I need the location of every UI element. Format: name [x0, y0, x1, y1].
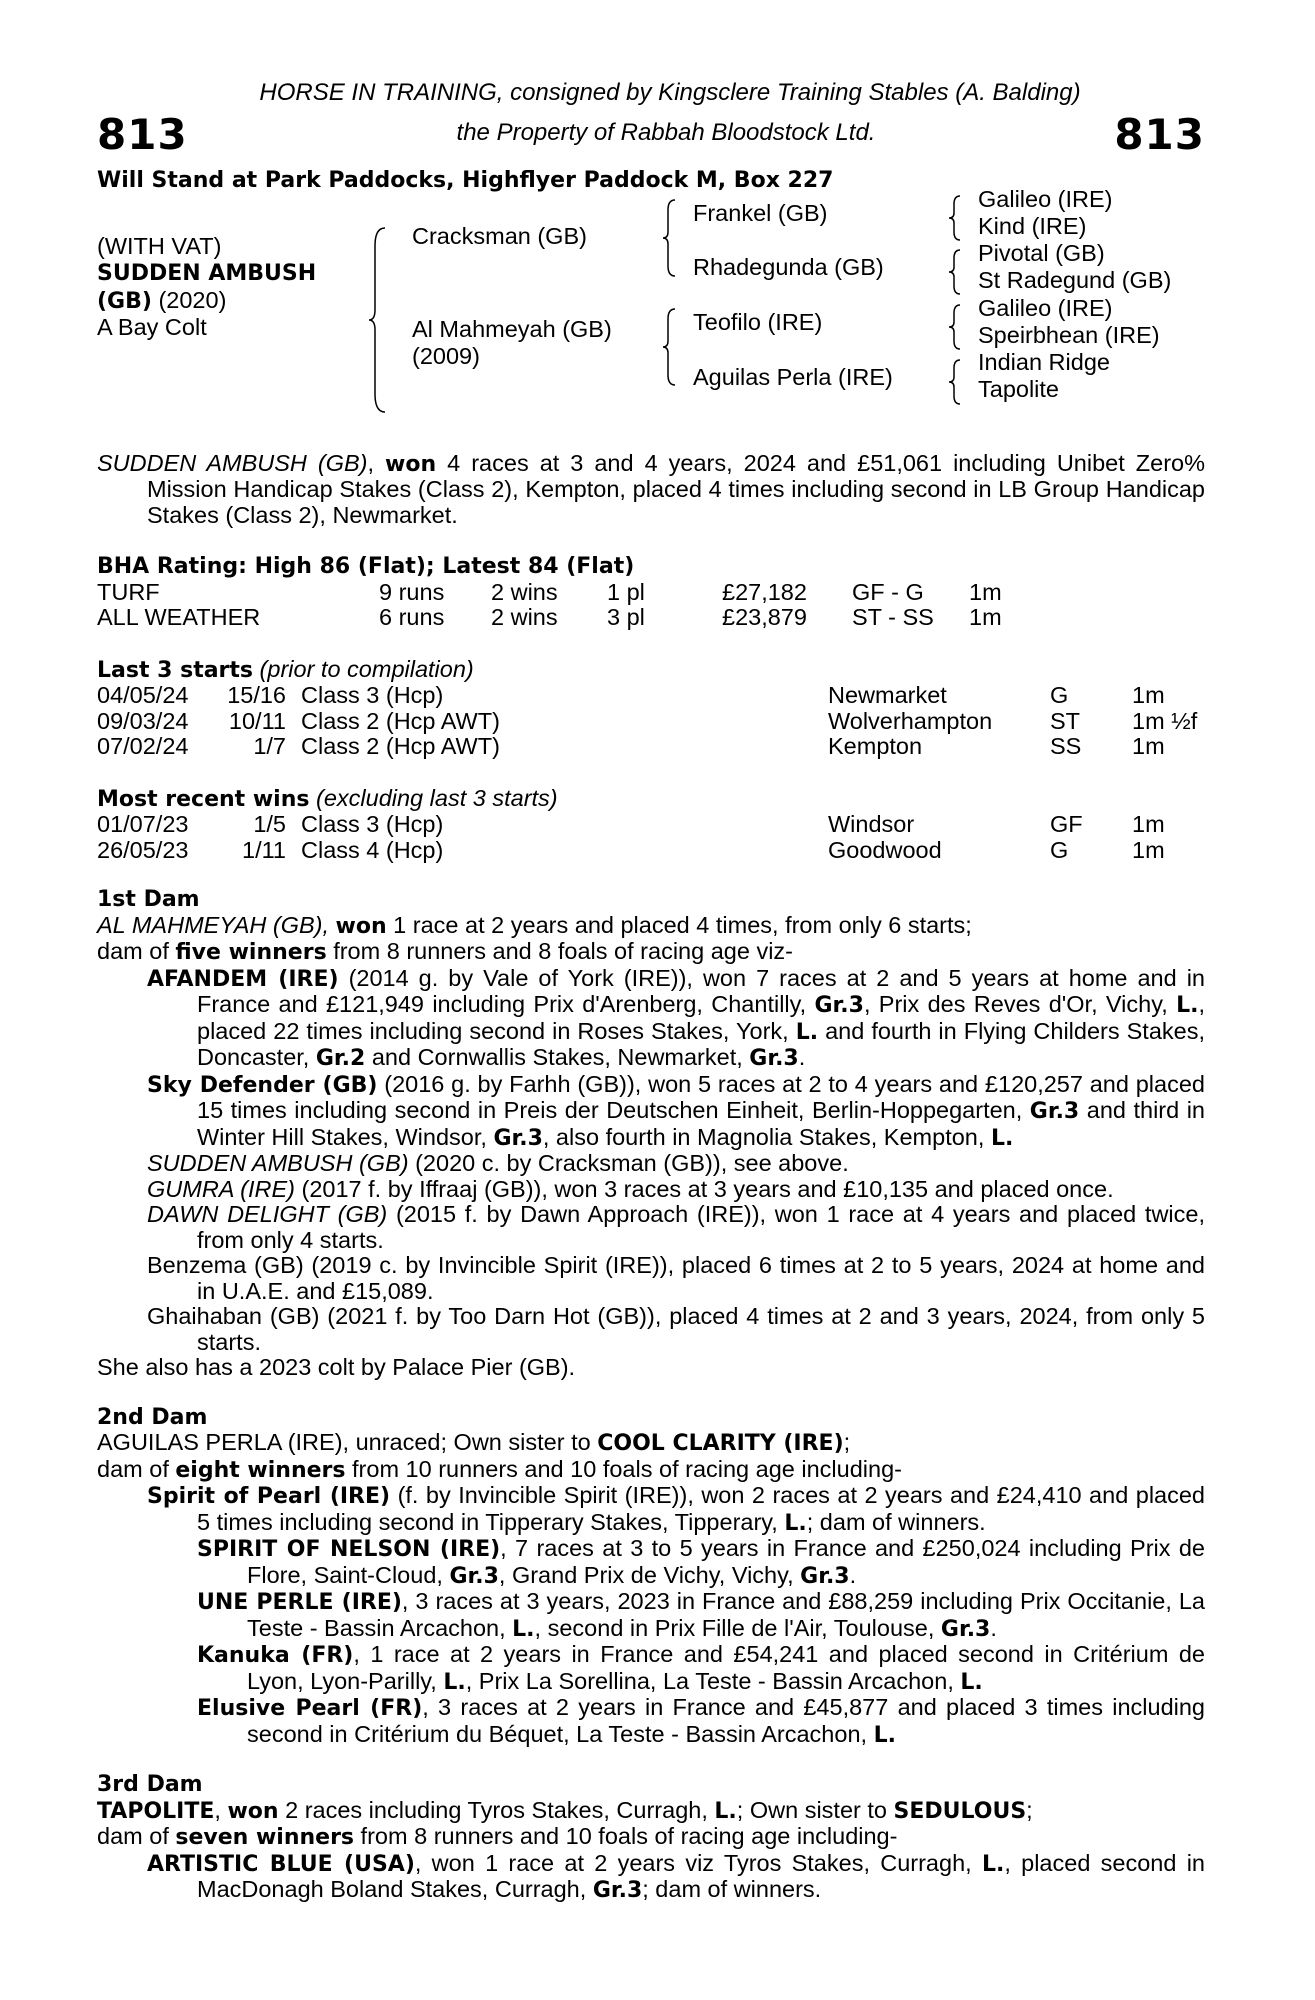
dam-sire-sire: Galileo (IRE)	[978, 294, 1113, 321]
produce-name: Kanuka (FR)	[197, 1643, 354, 1668]
rating-section	[97, 554, 1205, 631]
text: ,	[214, 1796, 228, 1823]
produce-entry	[97, 1642, 1205, 1695]
recent-wins-title: Most recent wins	[97, 786, 310, 812]
section-title: 1st Dam	[97, 887, 200, 912]
produce-entry: Benzema (GB) (2019 c. by Invincible Spirit (IRE)), placed 6 times at 2 to 5 years, 2024 at home and in U.A.E. and £15,089.	[147, 1252, 1205, 1304]
table-cell: 1/11	[242, 836, 286, 863]
rating-title: BHA Rating: High 86 (Flat); Latest 84 (Flat)	[97, 554, 635, 579]
text: and fourth in Flying Childers Stakes, Doncaster,	[197, 1017, 1205, 1070]
dam-sire-dam: Speirbhean (IRE)	[978, 321, 1160, 348]
summary-horse-name: SUDDEN AMBUSH (GB)	[97, 449, 368, 476]
winners-count: five winners	[175, 940, 327, 965]
dam-produce-line	[97, 939, 1205, 966]
text: and third in Winter Hill Stakes, Windsor,	[197, 1097, 1205, 1150]
table-cell: 1 pl	[607, 578, 645, 605]
produce-name: SPIRIT OF NELSON (IRE)	[197, 1537, 501, 1562]
text: , won 1 race at 2 years viz Tyros Stakes, Curragh,	[414, 1849, 982, 1876]
table-cell: 07/02/24	[97, 733, 189, 759]
dam-dam-dam: Tapolite	[978, 375, 1059, 402]
produce-entry	[97, 1151, 1205, 1177]
text: (f. by Invincible Spirit (IRE)), won 2 races at 2 years and £24,410 and placed 5 times including second in Tipperary Stakes, Tipperary,	[197, 1482, 1205, 1535]
table-cell: Class 2 (Hcp AWT)	[301, 733, 500, 759]
text: , 3 races at 2 years in France and £45,877 and placed 3 times including second in Critérium du Béquet, La Teste - Bassin Arcachon,	[247, 1694, 1206, 1747]
table-cell: Windsor	[828, 811, 915, 837]
dam-name: AL MAHMEYAH (GB),	[97, 911, 336, 938]
last-starts-note: (prior to compilation)	[253, 655, 474, 682]
text: .	[990, 1614, 997, 1641]
table-cell: GF	[1050, 811, 1083, 837]
first-dam-section	[97, 887, 1205, 1381]
text: .	[798, 1044, 806, 1070]
lot-header	[97, 80, 1205, 164]
dam: Al Mahmeyah (GB)	[412, 315, 612, 342]
winners-count: seven winners	[175, 1825, 355, 1850]
table-cell: 1m ½f	[1132, 707, 1198, 734]
third-dam-section	[97, 1772, 1205, 1904]
second-dam-section	[97, 1405, 1205, 1749]
dam-text: 1 race at 2 years and placed 4 times, from only 6 starts;	[386, 911, 972, 938]
table-cell: 10/11	[228, 707, 286, 734]
grade: Gr.3	[493, 1125, 543, 1151]
text: and Cornwallis Stakes, Newmarket,	[365, 1044, 750, 1070]
text: , also fourth in Magnolia Stakes, Kempton,	[542, 1123, 991, 1150]
property-line: the Property of Rabbah Bloodstock Ltd.	[456, 118, 876, 146]
dam-sire: Teofilo (IRE)	[693, 308, 823, 335]
text: (2015 f. by Dawn Approach (IRE)), won 1 race at 4 years and placed twice, from only 4 starts.	[197, 1201, 1205, 1253]
dam-produce-line	[97, 1457, 1205, 1484]
lot-number-right: 813	[1114, 110, 1205, 159]
table-cell: Class 4 (Hcp)	[301, 836, 444, 863]
produce-entry	[97, 1589, 1205, 1642]
table-cell: Class 3 (Hcp)	[301, 682, 444, 708]
dam-line	[97, 1798, 1205, 1825]
table-cell: Wolverhampton	[828, 707, 993, 734]
table-cell: SS	[1050, 733, 1082, 759]
table-cell: 09/03/24	[97, 707, 189, 734]
text: .	[849, 1561, 857, 1588]
table-cell: 01/07/23	[97, 811, 189, 837]
grade: L.	[960, 1669, 983, 1695]
produce-name: AFANDEM (IRE)	[147, 966, 339, 992]
catalogue-page	[97, 80, 1205, 1904]
text: (2017 f. by Iffraaj (GB)), won 3 races at 3 years and £10,135 and placed once.	[294, 1175, 1114, 1202]
summary-won: won	[385, 451, 437, 477]
produce-entry	[97, 966, 1205, 1072]
table-cell: 15/16	[227, 682, 286, 708]
produce-name: UNE PERLE (IRE)	[197, 1590, 402, 1615]
text: ;	[1026, 1796, 1033, 1823]
recent-wins-heading	[97, 786, 1205, 813]
table-cell: 1m	[969, 604, 1002, 630]
rating-table	[97, 580, 1002, 631]
table-cell: 1m	[1132, 733, 1165, 759]
table-cell: 1m	[1132, 836, 1165, 863]
table-cell: G	[1050, 836, 1069, 863]
sire: Cracksman (GB)	[412, 222, 587, 249]
horse-name: SUDDEN AMBUSH	[97, 260, 317, 286]
dam-line	[97, 1430, 1205, 1457]
last-starts-table	[97, 683, 1197, 760]
table-cell: 1/5	[253, 811, 286, 837]
dam-year: (2009)	[412, 342, 480, 369]
table-cell: Goodwood	[828, 836, 942, 863]
text: , second in Prix Fille de l'Air, Toulouse,	[534, 1614, 941, 1641]
table-cell: TURF	[97, 578, 160, 605]
table-cell: 3 pl	[607, 604, 645, 630]
produce-name: Spirit of Pearl (IRE)	[147, 1484, 391, 1509]
produce-name: Sky Defender (GB)	[147, 1072, 378, 1098]
grade: L.	[981, 1851, 1005, 1877]
table-row	[97, 709, 1197, 735]
text: , placed second in MacDonagh Boland Stakes, Curragh,	[197, 1849, 1205, 1902]
produce-entry	[97, 1483, 1205, 1536]
dam-produce-line	[97, 1824, 1205, 1851]
table-row	[97, 580, 1002, 606]
table-cell: 1m	[1132, 682, 1165, 708]
consignor-line: HORSE IN TRAINING, consigned by Kingsclere Training Stables (A. Balding)	[259, 79, 1081, 106]
table-row	[97, 734, 1197, 760]
summary-text: 4 races at 3 and 4 years, 2024 and £51,061 including Unibet Zero% Mission Handicap Stakes (Class 2), Kempton, placed 4 times including second in LB Group Handicap Stakes (Class 2), Newmarket.	[147, 449, 1205, 528]
horse-year: (2020)	[151, 286, 227, 313]
table-row	[97, 838, 1165, 864]
text: , Prix des Reves d'Or, Vichy,	[863, 991, 1177, 1017]
race-summary: SUDDEN AMBUSH (GB), won 4 races at 3 and 4 years, 2024 and £51,061 including Unibet Zero% Mission Handicap Stakes (Class 2), Kempton, placed 4 times including second in LB Group Handicap Stakes (Class 2), Newmarket.	[97, 449, 1205, 528]
recent-wins-table	[97, 812, 1165, 863]
vat-note: (WITH VAT)	[97, 232, 222, 259]
text: (2020 c. by Cracksman (GB)), see above.	[408, 1150, 849, 1176]
produce-entry: Ghaihaban (GB) (2021 f. by Too Darn Hot (GB)), placed 4 times at 2 and 3 years, 2024, from only 5 starts.	[147, 1303, 1205, 1355]
sire-sire-sire: Galileo (IRE)	[978, 185, 1113, 212]
produce-name: SUDDEN AMBUSH (GB)	[147, 1150, 409, 1176]
text: , 7 races at 3 to 5 years in France and £250,024 including Prix de Flore, Saint-Cloud,	[247, 1535, 1205, 1588]
produce-entry	[97, 1695, 1205, 1748]
text: , Prix La Sorellina, La Teste - Bassin Arcachon,	[465, 1667, 961, 1694]
produce-name: GUMRA (IRE)	[147, 1175, 295, 1202]
last-starts-section	[97, 657, 1205, 760]
winners-count: eight winners	[175, 1457, 346, 1483]
table-row	[97, 812, 1165, 838]
horse-sex: A Bay Colt	[97, 313, 207, 340]
section-title: 3rd Dam	[97, 1772, 203, 1797]
text: ; dam of winners.	[642, 1876, 822, 1902]
won-label: won	[227, 1798, 279, 1824]
grade: L.	[784, 1510, 807, 1536]
text: AGUILAS PERLA (IRE), unraced; Own sister to	[97, 1429, 598, 1455]
text: , 3 races at 3 years, 2023 in France and £88,259 including Prix Occitanie, La Teste - Bassin Arcachon,	[247, 1588, 1205, 1641]
grade: Gr.3	[592, 1878, 643, 1903]
produce-name: ARTISTIC BLUE (USA)	[147, 1851, 415, 1877]
table-cell: Kempton	[828, 733, 923, 759]
table-row	[97, 683, 1197, 709]
table-cell: 2 wins	[491, 604, 558, 630]
text: from 10 runners and 10 foals of racing age including-	[345, 1455, 902, 1482]
text: dam of	[97, 1455, 176, 1482]
sister-name: COOL CLARITY (IRE)	[597, 1431, 844, 1456]
text: 2 races including Tyros Stakes, Curragh,	[278, 1796, 715, 1823]
table-cell: 2 wins	[491, 578, 558, 605]
brace-icon	[369, 226, 389, 414]
table-cell: £23,879	[722, 604, 807, 630]
sire-dam-dam: St Radegund (GB)	[978, 266, 1172, 293]
table-cell: 9 runs	[379, 578, 445, 605]
brace-icon	[948, 358, 962, 406]
table-cell: 6 runs	[379, 604, 445, 630]
brace-icon	[948, 303, 962, 351]
produce-entry	[97, 1177, 1205, 1203]
grade: Gr.2	[315, 1046, 366, 1071]
table-cell: 1m	[1132, 811, 1165, 837]
grade: Gr.3	[749, 1046, 799, 1071]
grade: Gr.3	[814, 993, 864, 1018]
also-line: She also has a 2023 colt by Palace Pier (GB).	[97, 1354, 576, 1380]
sister-name: SEDULOUS	[893, 1798, 1027, 1824]
grade: L.	[443, 1669, 466, 1695]
recent-wins-section	[97, 786, 1205, 864]
text: from 8 runners and 10 foals of racing age including-	[354, 1823, 898, 1849]
table-cell: Newmarket	[828, 682, 947, 708]
grade: L.	[990, 1125, 1014, 1151]
text: ; Own sister to	[736, 1796, 894, 1823]
table-cell: 26/05/23	[97, 836, 189, 863]
text: , 1 race at 2 years in France and £54,241 and placed second in Critérium de Lyon, Lyon-Parilly,	[247, 1641, 1205, 1694]
horse-name-suffix: (GB)	[97, 288, 152, 314]
dam-line	[97, 913, 1205, 940]
last-starts-heading	[97, 657, 1205, 684]
grade: Gr.3	[449, 1563, 499, 1589]
table-cell: Class 3 (Hcp)	[301, 811, 444, 837]
table-cell: 1m	[969, 578, 1002, 605]
grade: L.	[795, 1019, 819, 1045]
table-row	[97, 605, 1002, 631]
sire-dam: Rhadegunda (GB)	[693, 253, 884, 280]
produce-entry	[97, 1202, 1205, 1253]
recent-wins-note: (excluding last 3 starts)	[309, 784, 558, 811]
table-cell: GF - G	[852, 578, 924, 605]
text: dam of	[97, 1823, 176, 1849]
lot-number-left: 813	[97, 110, 188, 159]
text: (2014 g. by Vale of York (IRE)), won 7 races at 2 and 5 years at home and in France and £121,949 including Prix d'Arenberg, Chantilly,	[197, 964, 1205, 1017]
dam-name: TAPOLITE	[97, 1798, 215, 1824]
horse-year-line	[97, 288, 226, 315]
text: (2016 g. by Farhh (GB)), won 5 races at 2 to 4 years and £120,257 and placed 15 times including second in Preis der Deutschen Einheit, Berlin-Hoppegarten,	[197, 1070, 1205, 1123]
table-cell: 1/7	[253, 733, 286, 759]
produce-name: Elusive Pearl (FR)	[197, 1696, 423, 1721]
table-cell: Class 2 (Hcp AWT)	[301, 707, 500, 734]
sire-sire-dam: Kind (IRE)	[978, 212, 1087, 239]
produce-entry	[97, 1072, 1205, 1152]
produce-name: DAWN DELIGHT (GB)	[147, 1201, 388, 1227]
grade: L.	[873, 1722, 896, 1748]
brace-icon	[948, 248, 962, 296]
table-cell: ST - SS	[852, 604, 934, 630]
text: , placed 22 times including second in Roses Stakes, York,	[197, 991, 1205, 1044]
sire-dam-sire: Pivotal (GB)	[978, 239, 1105, 266]
stand-location: Will Stand at Park Paddocks, Highflyer Paddock M, Box 227	[97, 168, 834, 193]
table-cell: £27,182	[722, 578, 807, 605]
brace-icon	[948, 194, 962, 242]
produce-entry	[97, 1851, 1205, 1904]
table-cell: G	[1050, 682, 1069, 708]
grade: Gr.3	[1029, 1099, 1080, 1124]
produce-entry	[97, 1536, 1205, 1589]
sire-sire: Frankel (GB)	[693, 199, 828, 226]
brace-icon	[662, 198, 678, 278]
table-cell: 04/05/24	[97, 682, 189, 708]
grade: Gr.3	[800, 1563, 850, 1589]
text: from 8 runners and 8 foals of racing age viz-	[326, 938, 793, 964]
table-cell: ST	[1050, 707, 1081, 734]
pedigree-table	[97, 185, 1205, 434]
text: ; dam of winners.	[806, 1508, 986, 1535]
text: , Grand Prix de Vichy, Vichy,	[498, 1561, 801, 1588]
section-title: 2nd Dam	[97, 1404, 208, 1430]
last-starts-title: Last 3 starts	[97, 657, 254, 683]
grade: Gr.3	[940, 1616, 991, 1642]
dam-dam: Aguilas Perla (IRE)	[693, 363, 893, 390]
grade: L.	[714, 1798, 737, 1824]
text: ;	[843, 1429, 851, 1455]
brace-icon	[662, 307, 678, 387]
won-label: won	[335, 913, 387, 939]
dam-dam-sire: Indian Ridge	[978, 348, 1110, 375]
grade: L.	[1176, 993, 1199, 1018]
table-cell: ALL WEATHER	[97, 604, 261, 630]
grade: L.	[512, 1616, 535, 1642]
text: dam of	[97, 938, 176, 964]
